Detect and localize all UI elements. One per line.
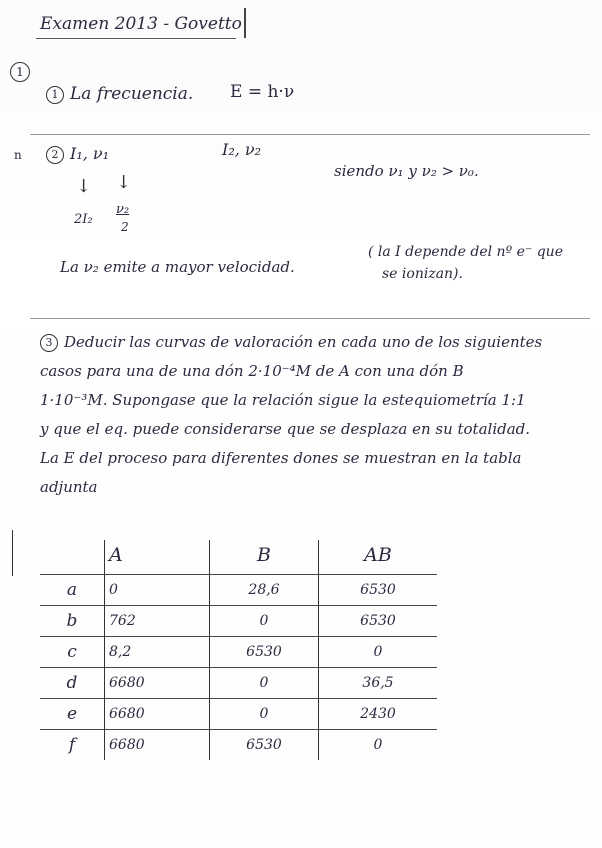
q2-right-label: I₂, ν₂ [222, 140, 262, 159]
row-label: f [40, 730, 105, 761]
title-bracket [238, 8, 246, 38]
q3-line [40, 328, 600, 357]
table-header-a: A [105, 540, 210, 575]
table-row [40, 730, 437, 761]
table-row [40, 699, 437, 730]
table-row [40, 668, 437, 699]
q1-label: La frecuencia. [70, 84, 194, 104]
cell-ab: 2430 [319, 699, 438, 730]
cell-a: 0 [105, 575, 210, 606]
cell-a: 8,2 [105, 637, 210, 668]
row-label: a [40, 575, 105, 606]
q2-answer: La ν₂ emite a mayor velocidad. [60, 258, 295, 276]
row-label: d [40, 668, 105, 699]
cell-ab: 6530 [319, 575, 438, 606]
q3-text [40, 328, 600, 502]
q3-number: 3 [40, 334, 58, 352]
row-label: b [40, 606, 105, 637]
margin-mark: n [14, 148, 22, 162]
cell-b: 0 [210, 668, 319, 699]
cell-a: 6680 [105, 699, 210, 730]
q2-sub3: 2 [121, 220, 129, 234]
table-header-ab: AB [319, 540, 438, 575]
cell-a: 6680 [105, 730, 210, 761]
table-row [40, 575, 437, 606]
down-arrow-icon: ↓ [76, 176, 92, 197]
cell-ab: 0 [319, 730, 438, 761]
separator-2 [30, 318, 590, 319]
table-header-b: B [210, 540, 319, 575]
q3-line: La E del proceso para diferentes dones se muestran en la tabla [40, 449, 522, 467]
q1-text [46, 84, 193, 104]
cell-b: 6530 [210, 637, 319, 668]
down-arrow-icon: ↓ [116, 172, 132, 193]
row-label: c [40, 637, 105, 668]
table-row [40, 637, 437, 668]
q3-line-text: Deducir las curvas de valoración en cada uno de los siguientes [64, 333, 543, 351]
table-header-blank [40, 540, 105, 575]
table-header-row [40, 540, 437, 575]
q2-note-line2: se ionizan). [382, 266, 463, 282]
q1-formula: E = h·ν [230, 82, 295, 102]
cell-b: 0 [210, 606, 319, 637]
title-underline [36, 38, 236, 39]
q2-number: 2 [46, 146, 64, 164]
cell-ab: 0 [319, 637, 438, 668]
problem-number-badge: 1 [10, 62, 30, 82]
exam-title: Examen 2013 - Govetto [40, 14, 242, 34]
cell-b: 28,6 [210, 575, 319, 606]
separator-1 [30, 134, 590, 135]
q2-sub1: 2I₂ [74, 212, 93, 227]
cell-ab: 6530 [319, 606, 438, 637]
q3-line: adjunta [40, 478, 98, 496]
cell-a: 762 [105, 606, 210, 637]
cell-ab: 36,5 [319, 668, 438, 699]
q3-line: casos para una de una dón 2·10⁻⁴M de A con una dón B [40, 362, 464, 380]
table-row [40, 606, 437, 637]
left-bracket-mark [12, 530, 13, 576]
q3-line: 1·10⁻³M. Supongase que la relación sigue la estequiometría 1:1 [40, 391, 526, 409]
q2-left-label: I₁, ν₁ [70, 144, 110, 163]
q2-left [46, 144, 109, 164]
cell-b: 0 [210, 699, 319, 730]
cell-a: 6680 [105, 668, 210, 699]
q2-note-line1: ( la I depende del nº e⁻ que [368, 244, 563, 260]
q2-condition: siendo ν₁ y ν₂ > ν₀. [334, 162, 479, 180]
q3-line: y que el eq. puede considerarse que se desplaza en su totalidad. [40, 420, 531, 438]
row-label: e [40, 699, 105, 730]
q2-sub2: ν₂ [116, 202, 130, 217]
absorbance-table [40, 540, 437, 760]
q1-number: 1 [46, 86, 64, 104]
cell-b: 6530 [210, 730, 319, 761]
